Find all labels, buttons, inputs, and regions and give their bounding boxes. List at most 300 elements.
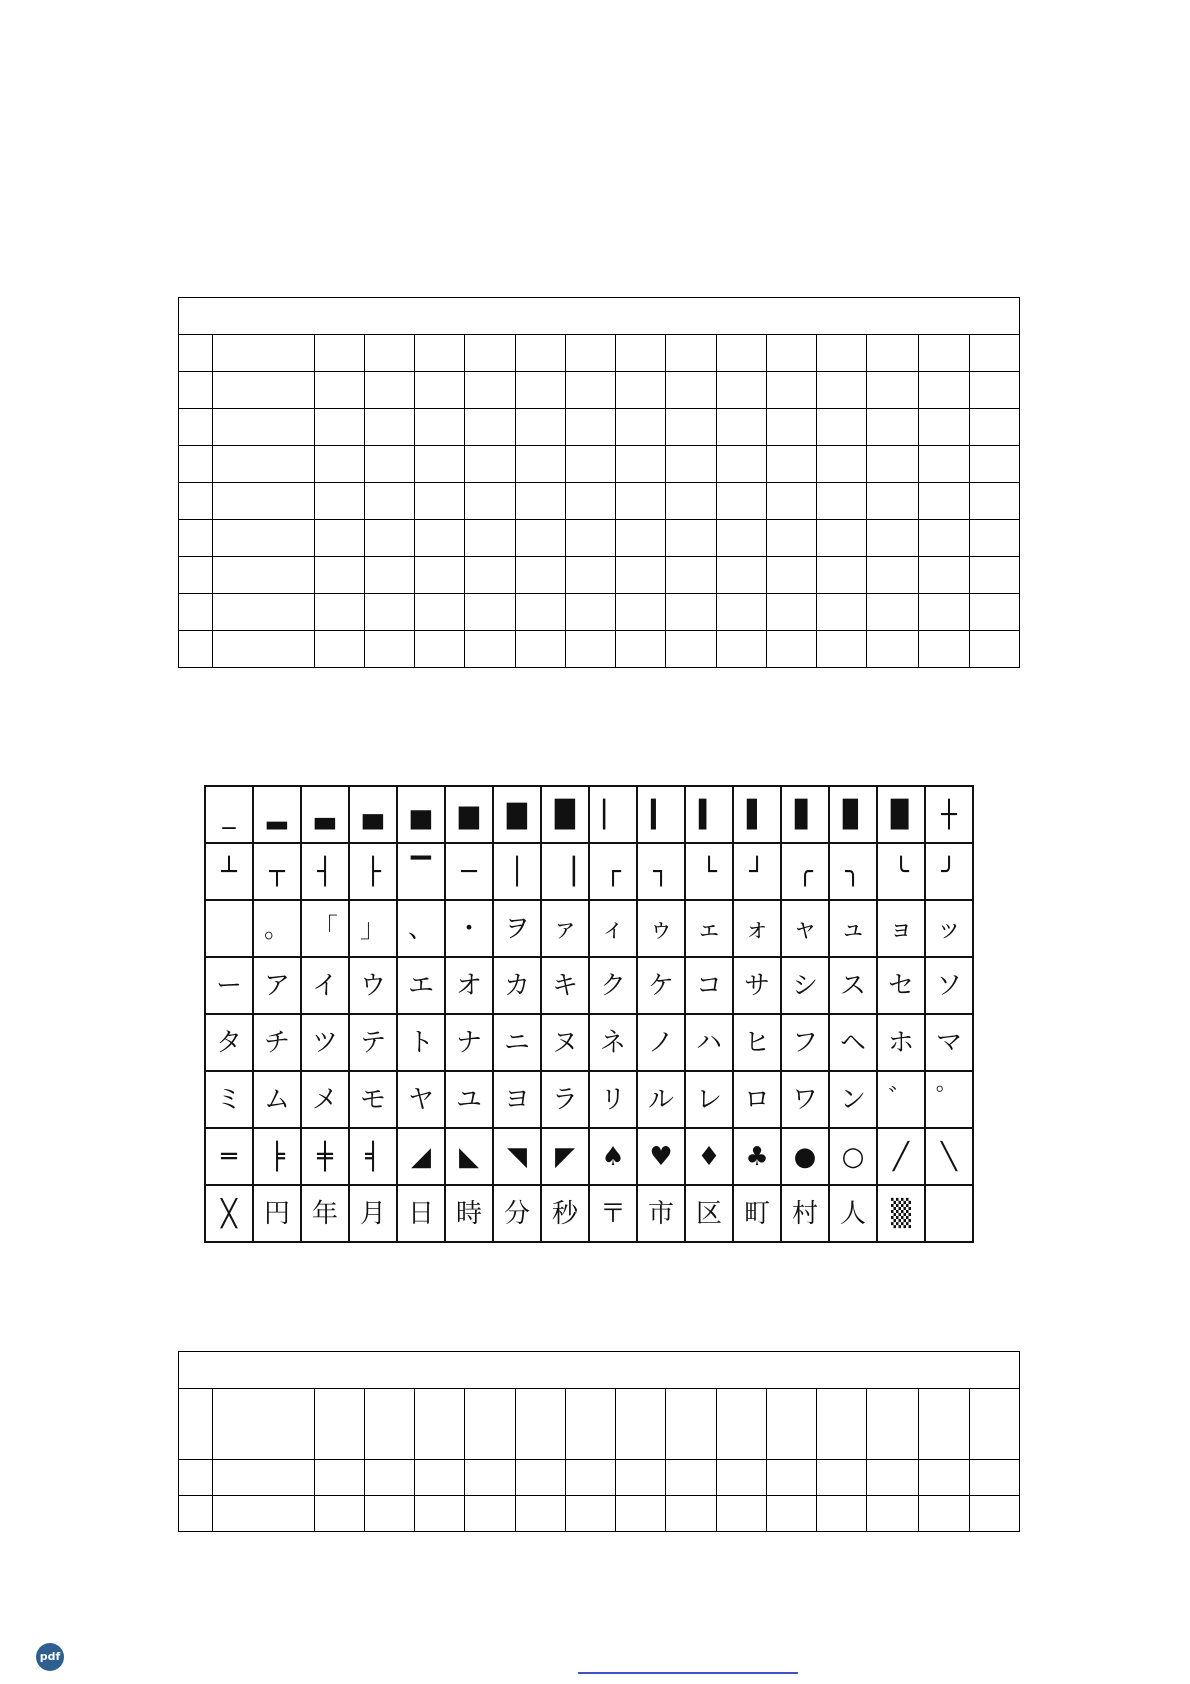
table-cell xyxy=(716,1496,766,1532)
table-cell xyxy=(766,1389,816,1460)
table-cell xyxy=(816,520,866,557)
glyph-cell: ♥ xyxy=(637,1128,685,1185)
glyph-cell: └ xyxy=(685,843,733,900)
table-cell xyxy=(515,409,565,446)
glyph-cell: █ xyxy=(541,786,589,843)
table-cell xyxy=(616,520,666,557)
table-cell xyxy=(666,446,716,483)
table-cell xyxy=(616,409,666,446)
table-cell xyxy=(969,1460,1019,1496)
table-row xyxy=(179,1496,1020,1532)
table-cell xyxy=(867,483,919,520)
table-cell xyxy=(515,631,565,668)
glyph-cell: ▕ xyxy=(541,843,589,900)
glyph-cell: ○ xyxy=(829,1128,877,1185)
table-cell xyxy=(565,557,615,594)
glyph-cell: ╯ xyxy=(925,843,973,900)
table-cell xyxy=(766,631,816,668)
table-cell xyxy=(969,594,1019,631)
blank-table-bottom xyxy=(178,1351,1020,1532)
glyph-cell: ╪ xyxy=(301,1128,349,1185)
glyph-row xyxy=(205,1128,973,1185)
table-cell xyxy=(314,594,364,631)
glyph-cell: ゥ xyxy=(637,900,685,957)
table-cell xyxy=(919,446,969,483)
table-cell xyxy=(969,1389,1019,1460)
table-row xyxy=(179,372,1020,409)
table-cell xyxy=(766,1460,816,1496)
glyph-cell: ミ xyxy=(205,1071,253,1128)
table-row xyxy=(179,594,1020,631)
table-cell xyxy=(716,372,766,409)
table-cell xyxy=(919,1496,969,1532)
table-cell xyxy=(919,1460,969,1496)
glyph-cell: ♦ xyxy=(685,1128,733,1185)
glyph-cell: 日 xyxy=(397,1185,445,1242)
table-cell xyxy=(213,483,314,520)
glyph-cell: イ xyxy=(301,957,349,1014)
glyph-row xyxy=(205,957,973,1014)
table-cell xyxy=(213,372,314,409)
table-cell xyxy=(816,335,866,372)
glyph-cell: サ xyxy=(733,957,781,1014)
glyph-cell: ▃ xyxy=(301,786,349,843)
glyph-cell: ═ xyxy=(205,1128,253,1185)
table-row xyxy=(179,520,1020,557)
table-cell xyxy=(666,631,716,668)
glyph-cell: マ xyxy=(925,1014,973,1071)
glyph-cell: 町 xyxy=(733,1185,781,1242)
table-cell xyxy=(314,372,364,409)
glyph-cell: ▊ xyxy=(829,786,877,843)
glyph-cell: ▂ xyxy=(253,786,301,843)
glyph-cell: カ xyxy=(493,957,541,1014)
table-cell xyxy=(364,335,414,372)
table-row xyxy=(179,446,1020,483)
glyph-cell: ョ xyxy=(877,900,925,957)
glyph-cell: ┬ xyxy=(253,843,301,900)
table-cell xyxy=(415,1460,465,1496)
glyph-cell: ソ xyxy=(925,957,973,1014)
table-cell xyxy=(919,483,969,520)
table-cell xyxy=(565,446,615,483)
glyph-cell: チ xyxy=(253,1014,301,1071)
glyph-cell: ▋ xyxy=(781,786,829,843)
glyph-cell: ノ xyxy=(637,1014,685,1071)
table-row xyxy=(179,409,1020,446)
glyph-cell: ァ xyxy=(541,900,589,957)
table-title-row xyxy=(179,298,1020,335)
table-cell xyxy=(616,446,666,483)
table-cell xyxy=(716,1460,766,1496)
glyph-cell: ┐ xyxy=(637,843,685,900)
table-cell xyxy=(616,631,666,668)
table-row xyxy=(179,483,1020,520)
table-cell xyxy=(179,1389,213,1460)
table-cell xyxy=(179,409,213,446)
table-cell xyxy=(565,372,615,409)
table-cell xyxy=(666,1389,716,1460)
table-title-cell xyxy=(179,1352,1020,1389)
glyph-cell: ワ xyxy=(781,1071,829,1128)
table-title-cell xyxy=(179,298,1020,335)
table-cell xyxy=(616,335,666,372)
glyph-row xyxy=(205,1185,973,1242)
table-cell xyxy=(616,594,666,631)
table-cell xyxy=(314,335,364,372)
table-cell xyxy=(616,1496,666,1532)
table-cell xyxy=(969,557,1019,594)
glyph-cell: ╮ xyxy=(829,843,877,900)
table-cell xyxy=(415,335,465,372)
table-cell xyxy=(314,483,364,520)
table-cell xyxy=(666,557,716,594)
table-cell xyxy=(969,446,1019,483)
glyph-cell: ┘ xyxy=(733,843,781,900)
table-cell xyxy=(816,594,866,631)
table-cell xyxy=(616,557,666,594)
glyph-cell: 時 xyxy=(445,1185,493,1242)
table-cell xyxy=(364,520,414,557)
table-cell xyxy=(465,1389,515,1460)
glyph-cell: タ xyxy=(205,1014,253,1071)
glyph-cell: ┌ xyxy=(589,843,637,900)
table-cell xyxy=(816,1460,866,1496)
table-cell xyxy=(867,409,919,446)
table-cell xyxy=(867,1460,919,1496)
glyph-cell: ネ xyxy=(589,1014,637,1071)
glyph-cell: ヒ xyxy=(733,1014,781,1071)
table-cell xyxy=(213,520,314,557)
table-cell xyxy=(213,1496,314,1532)
glyph-cell: ▄ xyxy=(349,786,397,843)
glyph-cell: ス xyxy=(829,957,877,1014)
table-title-row xyxy=(179,1352,1020,1389)
glyph-cell: ╭ xyxy=(781,843,829,900)
table-cell xyxy=(213,557,314,594)
table-cell xyxy=(364,1389,414,1460)
table-cell xyxy=(565,409,615,446)
table-cell xyxy=(465,409,515,446)
table-row xyxy=(179,1460,1020,1496)
glyph-cell: ◤ xyxy=(541,1128,589,1185)
table-cell xyxy=(919,631,969,668)
table-cell xyxy=(716,520,766,557)
glyph-cell: ▎ xyxy=(637,786,685,843)
table-row xyxy=(179,631,1020,668)
table-cell xyxy=(314,1496,364,1532)
table-cell xyxy=(415,409,465,446)
table-cell xyxy=(213,631,314,668)
table-cell xyxy=(616,483,666,520)
glyph-cell: 円 xyxy=(253,1185,301,1242)
table-cell xyxy=(415,483,465,520)
table-cell xyxy=(716,409,766,446)
table-cell xyxy=(179,1460,213,1496)
table-cell xyxy=(816,483,866,520)
table-cell xyxy=(867,446,919,483)
glyph-cell: ト xyxy=(397,1014,445,1071)
table-cell xyxy=(314,446,364,483)
glyph-cell: ╱ xyxy=(877,1128,925,1185)
glyph-cell: ╲ xyxy=(925,1128,973,1185)
table-row xyxy=(179,1389,1020,1460)
character-code-table xyxy=(204,785,974,1243)
glyph-cell: レ xyxy=(685,1071,733,1128)
table-cell xyxy=(919,335,969,372)
glyph-cell: ャ xyxy=(781,900,829,957)
glyph-cell: ホ xyxy=(877,1014,925,1071)
glyph-cell: ィ xyxy=(589,900,637,957)
pdf-logo-icon: pdf xyxy=(36,1643,64,1671)
glyph-row xyxy=(205,843,973,900)
table-cell xyxy=(816,1496,866,1532)
table-cell xyxy=(179,557,213,594)
table-cell xyxy=(364,631,414,668)
glyph-cell: ─ xyxy=(445,843,493,900)
table-cell xyxy=(314,520,364,557)
table-cell xyxy=(179,594,213,631)
table-cell xyxy=(179,631,213,668)
table-cell xyxy=(766,557,816,594)
table-cell xyxy=(666,409,716,446)
glyph-cell: ▒ xyxy=(877,1185,925,1242)
glyph-cell: ╡ xyxy=(349,1128,397,1185)
table-cell xyxy=(666,520,716,557)
glyph-cell: ╳ xyxy=(205,1185,253,1242)
glyph-cell: ォ xyxy=(733,900,781,957)
glyph-cell: ン xyxy=(829,1071,877,1128)
table-cell xyxy=(415,557,465,594)
table-cell xyxy=(565,1389,615,1460)
table-cell xyxy=(666,372,716,409)
table-cell xyxy=(364,372,414,409)
table-cell xyxy=(867,594,919,631)
glyph-cell: ◣ xyxy=(445,1128,493,1185)
table-cell xyxy=(515,1389,565,1460)
glyph-cell: ▔ xyxy=(397,843,445,900)
table-cell xyxy=(867,1496,919,1532)
table-cell xyxy=(213,1460,314,1496)
table-cell xyxy=(565,520,615,557)
table-cell xyxy=(465,557,515,594)
table-cell xyxy=(314,1389,364,1460)
table-cell xyxy=(969,520,1019,557)
table-cell xyxy=(816,409,866,446)
glyph-cell: ▉ xyxy=(877,786,925,843)
glyph-cell: ● xyxy=(781,1128,829,1185)
table-cell xyxy=(867,372,919,409)
table-cell xyxy=(213,1389,314,1460)
table-cell xyxy=(766,335,816,372)
table-cell xyxy=(515,594,565,631)
table-cell xyxy=(716,335,766,372)
table-cell xyxy=(616,372,666,409)
glyph-cell: ・ xyxy=(445,900,493,957)
glyph-cell: ヘ xyxy=(829,1014,877,1071)
glyph-cell: ェ xyxy=(685,900,733,957)
table-cell xyxy=(666,594,716,631)
table-cell xyxy=(314,409,364,446)
table-cell xyxy=(364,446,414,483)
glyph-row xyxy=(205,786,973,843)
table-cell xyxy=(364,594,414,631)
table-cell xyxy=(666,483,716,520)
table-cell xyxy=(766,520,816,557)
glyph-cell: ヲ xyxy=(493,900,541,957)
table-cell xyxy=(716,1389,766,1460)
glyph-cell: ▆ xyxy=(445,786,493,843)
glyph-cell: ル xyxy=(637,1071,685,1128)
glyph-cell: ▇ xyxy=(493,786,541,843)
table-cell xyxy=(816,1389,866,1460)
table-cell xyxy=(415,631,465,668)
glyph-cell: ナ xyxy=(445,1014,493,1071)
table-cell xyxy=(465,594,515,631)
glyph-cell: ◥ xyxy=(493,1128,541,1185)
table-cell xyxy=(565,631,615,668)
table-cell xyxy=(179,483,213,520)
glyph-cell: ゛ xyxy=(877,1071,925,1128)
table-cell xyxy=(415,594,465,631)
table-cell xyxy=(314,1460,364,1496)
table-cell xyxy=(465,372,515,409)
table-cell xyxy=(969,372,1019,409)
glyph-cell: ュ xyxy=(829,900,877,957)
table-cell xyxy=(465,335,515,372)
table-cell xyxy=(969,335,1019,372)
table-cell xyxy=(415,446,465,483)
glyph-cell: 市 xyxy=(637,1185,685,1242)
glyph-cell: ウ xyxy=(349,957,397,1014)
glyph-cell: ロ xyxy=(733,1071,781,1128)
glyph-row xyxy=(205,900,973,957)
table-cell xyxy=(515,483,565,520)
glyph-cell: 」 xyxy=(349,900,397,957)
table-cell xyxy=(716,594,766,631)
table-cell xyxy=(314,631,364,668)
glyph-cell: │ xyxy=(493,843,541,900)
table-cell xyxy=(616,1389,666,1460)
glyph-cell: ニ xyxy=(493,1014,541,1071)
table-cell xyxy=(616,1460,666,1496)
glyph-cell: ▅ xyxy=(397,786,445,843)
glyph-cell: ツ xyxy=(301,1014,349,1071)
table-cell xyxy=(766,409,816,446)
table-cell xyxy=(314,557,364,594)
glyph-cell: ♣ xyxy=(733,1128,781,1185)
glyph-cell: 村 xyxy=(781,1185,829,1242)
table-cell xyxy=(666,1496,716,1532)
glyph-cell: コ xyxy=(685,957,733,1014)
table-cell xyxy=(364,483,414,520)
table-cell xyxy=(179,446,213,483)
glyph-cell: 月 xyxy=(349,1185,397,1242)
table-cell xyxy=(816,557,866,594)
table-cell xyxy=(179,335,213,372)
table-cell xyxy=(515,335,565,372)
glyph-cell: リ xyxy=(589,1071,637,1128)
glyph-cell: ラ xyxy=(541,1071,589,1128)
table-cell xyxy=(465,446,515,483)
glyph-cell: ア xyxy=(253,957,301,1014)
table-cell xyxy=(364,1496,414,1532)
glyph-cell: メ xyxy=(301,1071,349,1128)
table-cell xyxy=(867,520,919,557)
table-cell xyxy=(515,372,565,409)
table-cell xyxy=(515,520,565,557)
table-cell xyxy=(766,1496,816,1532)
glyph-cell: 「 xyxy=(301,900,349,957)
table-cell xyxy=(213,594,314,631)
blank-table-top xyxy=(178,297,1020,668)
table-cell xyxy=(213,335,314,372)
glyph-cell: 分 xyxy=(493,1185,541,1242)
table-cell xyxy=(867,335,919,372)
glyph-cell: エ xyxy=(397,957,445,1014)
table-cell xyxy=(666,1460,716,1496)
glyph-row xyxy=(205,1071,973,1128)
table-cell xyxy=(816,372,866,409)
glyph-cell: ヌ xyxy=(541,1014,589,1071)
glyph-cell: 人 xyxy=(829,1185,877,1242)
table-cell xyxy=(465,483,515,520)
table-cell xyxy=(515,557,565,594)
table-cell xyxy=(716,446,766,483)
table-cell xyxy=(969,1496,1019,1532)
glyph-cell: ◢ xyxy=(397,1128,445,1185)
table-cell xyxy=(565,335,615,372)
glyph-cell: 、 xyxy=(397,900,445,957)
glyph-cell: ヨ xyxy=(493,1071,541,1128)
glyph-cell: ケ xyxy=(637,957,685,1014)
table-cell xyxy=(716,483,766,520)
footer-link-underline[interactable] xyxy=(578,1672,798,1674)
table-cell xyxy=(364,409,414,446)
table-cell xyxy=(919,520,969,557)
table-cell xyxy=(415,520,465,557)
table-cell xyxy=(867,557,919,594)
glyph-cell: キ xyxy=(541,957,589,1014)
table-cell xyxy=(766,372,816,409)
glyph-cell xyxy=(205,900,253,957)
glyph-cell: ╞ xyxy=(253,1128,301,1185)
table-cell xyxy=(565,1496,615,1532)
glyph-cell: 〒 xyxy=(589,1185,637,1242)
glyph-cell: フ xyxy=(781,1014,829,1071)
table-cell xyxy=(666,335,716,372)
table-cell xyxy=(465,520,515,557)
table-cell xyxy=(515,1460,565,1496)
glyph-cell: ♠ xyxy=(589,1128,637,1185)
table-cell xyxy=(969,631,1019,668)
table-cell xyxy=(213,409,314,446)
table-cell xyxy=(969,409,1019,446)
glyph-cell: ▏ xyxy=(589,786,637,843)
table-cell xyxy=(565,594,615,631)
glyph-cell: 年 xyxy=(301,1185,349,1242)
table-cell xyxy=(766,483,816,520)
table-cell xyxy=(565,483,615,520)
glyph-cell: ▍ xyxy=(685,786,733,843)
table-cell xyxy=(415,1496,465,1532)
glyph-cell: ッ xyxy=(925,900,973,957)
table-cell xyxy=(515,446,565,483)
table-row xyxy=(179,557,1020,594)
glyph-cell: ▌ xyxy=(733,786,781,843)
glyph-cell: モ xyxy=(349,1071,397,1128)
table-cell xyxy=(969,483,1019,520)
